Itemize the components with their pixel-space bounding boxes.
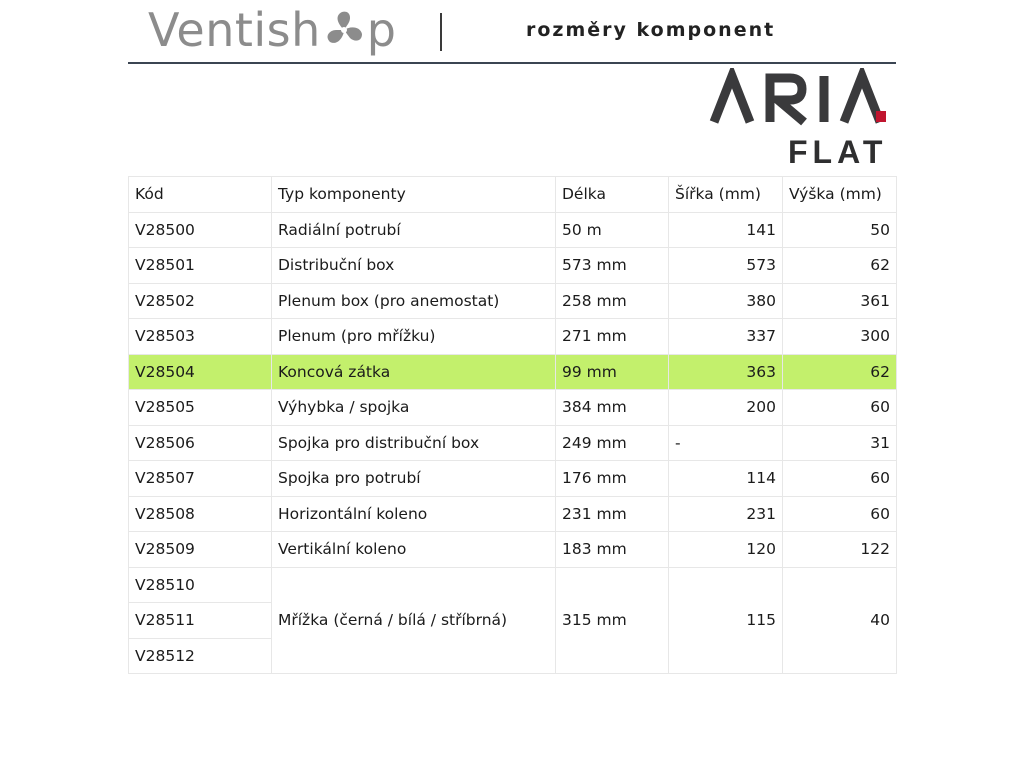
cell-type: Horizontální koleno bbox=[272, 496, 556, 532]
table-row bbox=[129, 567, 897, 603]
cell-type: Vertikální koleno bbox=[272, 532, 556, 568]
cell-type: Koncová zátka bbox=[272, 354, 556, 390]
cell-length: 50 m bbox=[556, 212, 669, 248]
cell-height: 60 bbox=[783, 390, 897, 426]
cell-length: 183 mm bbox=[556, 532, 669, 568]
cell-type-merged: Mřížka (černá / bílá / stříbrná) bbox=[272, 567, 556, 674]
ventishop-logo[interactable] bbox=[148, 4, 397, 56]
cell-code: V28504 bbox=[129, 354, 272, 390]
cell-height: 60 bbox=[783, 461, 897, 497]
table-row bbox=[129, 461, 897, 497]
cell-code: V28503 bbox=[129, 319, 272, 355]
cell-code: V28508 bbox=[129, 496, 272, 532]
cell-height: 122 bbox=[783, 532, 897, 568]
col-header-type: Typ komponenty bbox=[272, 177, 556, 213]
cell-height: 31 bbox=[783, 425, 897, 461]
table-header-row bbox=[129, 177, 897, 213]
col-header-width: Šířka (mm) bbox=[669, 177, 783, 213]
cell-height: 62 bbox=[783, 354, 897, 390]
cell-code: V28506 bbox=[129, 425, 272, 461]
cell-type: Spojka pro potrubí bbox=[272, 461, 556, 497]
col-header-length: Délka bbox=[556, 177, 669, 213]
cell-length: 573 mm bbox=[556, 248, 669, 284]
brand-accent-mark bbox=[876, 111, 886, 122]
cell-length: 231 mm bbox=[556, 496, 669, 532]
cell-type: Plenum box (pro anemostat) bbox=[272, 283, 556, 319]
cell-width: - bbox=[669, 425, 783, 461]
cell-length-merged: 315 mm bbox=[556, 567, 669, 674]
table-row bbox=[129, 532, 897, 568]
logo-text-start: Ventish bbox=[148, 3, 321, 57]
cell-length: 258 mm bbox=[556, 283, 669, 319]
table-row bbox=[129, 425, 897, 461]
cell-length: 176 mm bbox=[556, 461, 669, 497]
cell-code: V28507 bbox=[129, 461, 272, 497]
cell-width: 114 bbox=[669, 461, 783, 497]
fan-icon bbox=[322, 8, 366, 52]
cell-code: V28505 bbox=[129, 390, 272, 426]
cell-height-merged: 40 bbox=[783, 567, 897, 674]
table-row bbox=[129, 248, 897, 284]
col-header-code: Kód bbox=[129, 177, 272, 213]
cell-width: 200 bbox=[669, 390, 783, 426]
cell-height: 60 bbox=[783, 496, 897, 532]
cell-code: V28502 bbox=[129, 283, 272, 319]
table-row bbox=[129, 283, 897, 319]
cell-code: V28509 bbox=[129, 532, 272, 568]
cell-height: 300 bbox=[783, 319, 897, 355]
table-row-highlighted bbox=[129, 354, 897, 390]
cell-width: 363 bbox=[669, 354, 783, 390]
cell-length: 384 mm bbox=[556, 390, 669, 426]
cell-width: 120 bbox=[669, 532, 783, 568]
cell-type: Spojka pro distribuční box bbox=[272, 425, 556, 461]
cell-height: 50 bbox=[783, 212, 897, 248]
col-header-height: Výška (mm) bbox=[783, 177, 897, 213]
cell-type: Distribuční box bbox=[272, 248, 556, 284]
cell-width: 231 bbox=[669, 496, 783, 532]
cell-code: V28511 bbox=[129, 603, 272, 639]
table-row bbox=[129, 390, 897, 426]
logo-text-end: p bbox=[366, 3, 397, 57]
cell-code: V28500 bbox=[129, 212, 272, 248]
cell-height: 62 bbox=[783, 248, 897, 284]
cell-width: 573 bbox=[669, 248, 783, 284]
header-separator bbox=[440, 13, 442, 51]
table-row bbox=[129, 496, 897, 532]
cell-type: Výhybka / spojka bbox=[272, 390, 556, 426]
page-header bbox=[128, 0, 896, 64]
table-row bbox=[129, 212, 897, 248]
cell-width-merged: 115 bbox=[669, 567, 783, 674]
cell-length: 271 mm bbox=[556, 319, 669, 355]
cell-length: 249 mm bbox=[556, 425, 669, 461]
brand-aria-text: ARIA bbox=[706, 68, 709, 69]
cell-code: V28512 bbox=[129, 638, 272, 674]
cell-length: 99 mm bbox=[556, 354, 669, 390]
cell-code: V28510 bbox=[129, 567, 272, 603]
cell-type: Plenum (pro mřížku) bbox=[272, 319, 556, 355]
brand-flat-text: FLAT bbox=[788, 134, 888, 168]
components-table bbox=[128, 176, 897, 674]
cell-type: Radiální potrubí bbox=[272, 212, 556, 248]
page-title: rozměry komponent bbox=[526, 19, 776, 41]
table-row bbox=[129, 319, 897, 355]
aria-flat-logo bbox=[706, 68, 896, 168]
cell-width: 141 bbox=[669, 212, 783, 248]
cell-width: 380 bbox=[669, 283, 783, 319]
cell-height: 361 bbox=[783, 283, 897, 319]
cell-width: 337 bbox=[669, 319, 783, 355]
cell-code: V28501 bbox=[129, 248, 272, 284]
